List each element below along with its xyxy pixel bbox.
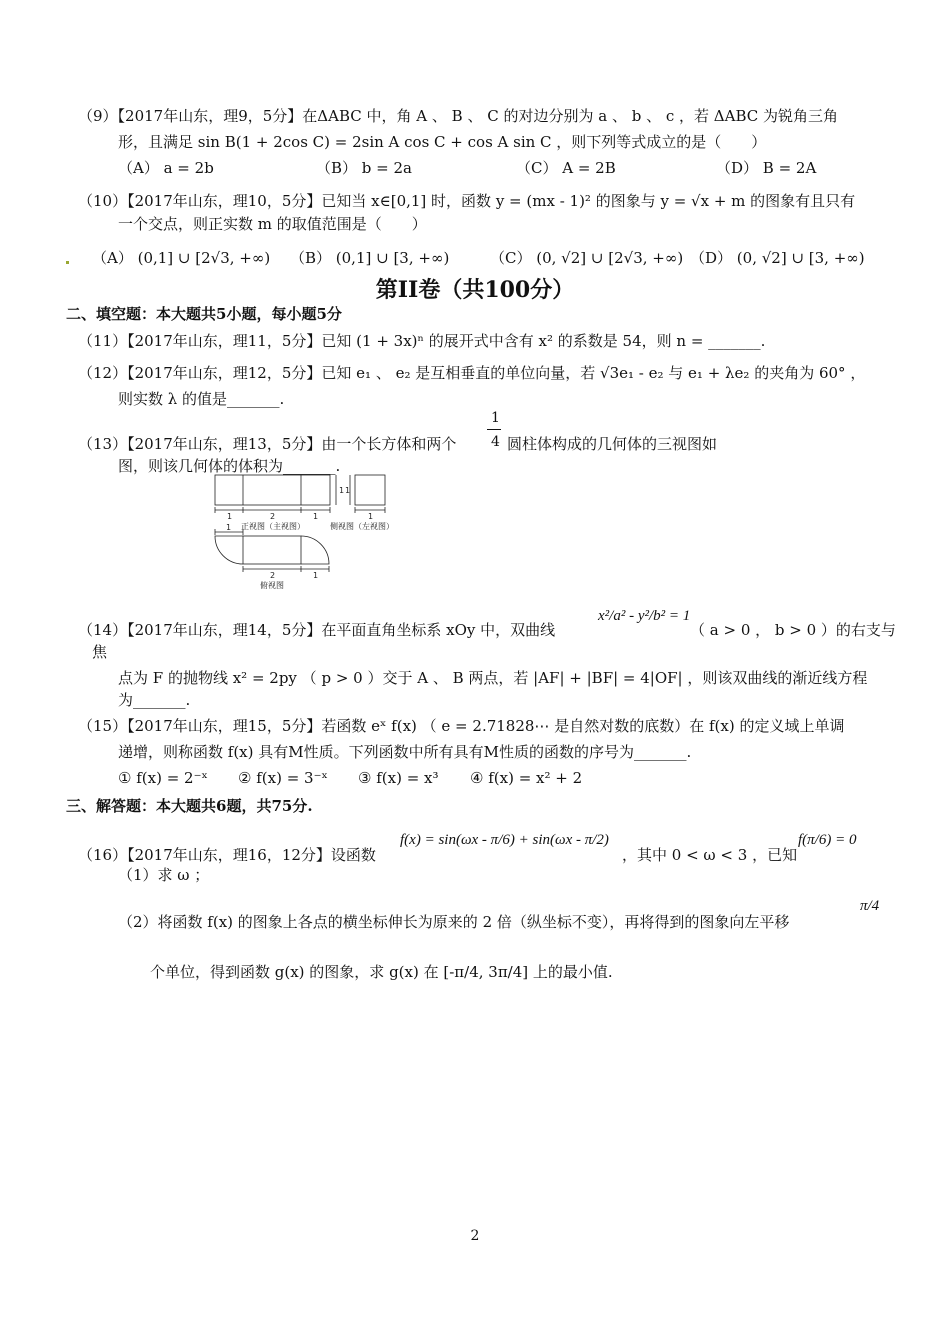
q13-line1: （13）【2017年山东，理13，5分】由一个长方体和两个 bbox=[78, 435, 457, 453]
q16-line1: （16）【2017年山东，理16，12分】设函数 bbox=[78, 846, 376, 864]
q9-option-b: （B） b = 2a bbox=[316, 159, 412, 177]
q9-option-c: （C） A = 2B bbox=[516, 159, 616, 177]
q10-option-a: （A） (0,1] ∪ [2√3, +∞) bbox=[92, 249, 271, 267]
top-view bbox=[215, 529, 329, 572]
q14-line3: 为_______. bbox=[118, 691, 191, 709]
page-number: 2 bbox=[470, 1228, 480, 1244]
front-view-label: 正视图（主视图） bbox=[241, 522, 305, 531]
dim-label: 2 bbox=[270, 512, 276, 521]
q13-fraction-bar bbox=[487, 429, 501, 430]
q9-line2: 形，且满足 sin B(1 + 2cos C) = 2sin A cos C + cos A sin C ，则下列等式成立的是（ ） bbox=[118, 133, 767, 151]
q16-condition: f(π/6) = 0 bbox=[798, 832, 857, 848]
q10-option-c: （C） (0, √2] ∪ [2√3, +∞) bbox=[490, 249, 684, 267]
section3-title: 三、解答题：本大题共6题，共75分. bbox=[66, 797, 313, 815]
q10-option-b: （B） (0,1] ∪ [3, +∞) bbox=[290, 249, 450, 267]
q10-line2: 一个交点，则正实数 m 的取值范围是（ ） bbox=[118, 215, 427, 233]
q13-line2: 图，则该几何体的体积为_______. bbox=[118, 457, 341, 475]
q14-line1b: 焦 bbox=[92, 643, 108, 661]
q15-option-2: ② f(x) = 3⁻ˣ bbox=[238, 769, 328, 787]
q15-option-4: ④ f(x) = x² + 2 bbox=[470, 769, 583, 787]
q10-option-d: （D） (0, √2] ∪ [3, +∞) bbox=[690, 249, 865, 267]
dim-label: 1 bbox=[226, 523, 232, 532]
q14-line2: 点为 F 的抛物线 x² = 2py （ p > 0 ）交于 A 、 B 两点，若 |AF| + |BF| = 4|OF| ，则该双曲线的渐近线方程 bbox=[118, 669, 868, 687]
q12-line1: （12）【2017年山东，理12，5分】已知 e₁ 、 e₂ 是互相垂直的单位向量，若 √3e₁ - e₂ 与 e₁ + λe₂ 的夹角为 60° ， bbox=[78, 364, 866, 382]
q9-option-a: （A） a = 2b bbox=[118, 159, 214, 177]
part2-title: 第II卷（共100分） bbox=[375, 277, 575, 303]
q16-part2-line1: （2）将函数 f(x) 的图象上各点的横坐标伸长为原来的 2 倍（纵坐标不变），再将得到的图象向左平移 bbox=[118, 913, 790, 931]
q15-option-1: ① f(x) = 2⁻ˣ bbox=[118, 769, 208, 787]
front-view bbox=[215, 475, 336, 513]
q9-line1: （9）【2017年山东，理9，5分】在ΔABC 中，角 A 、 B 、 C 的对边分别为 a 、 b 、 c ，若 ΔABC 为锐角三角 bbox=[78, 107, 838, 125]
q16-part2-line2: 个单位，得到函数 g(x) 的图象，求 g(x) 在 [-π/4, 3π/4] 上的最小值. bbox=[150, 963, 613, 981]
q15-option-3: ③ f(x) = x³ bbox=[358, 769, 439, 787]
q16-part1: （1）求 ω ； bbox=[118, 866, 210, 884]
dim-label: 1 bbox=[368, 512, 374, 521]
dim-label: 1 bbox=[227, 512, 233, 521]
q13-fraction-den: 4 bbox=[491, 434, 500, 450]
section2-title: 二、填空题：本大题共5小题，每小题5分 bbox=[66, 305, 342, 323]
dim-label: 1 bbox=[339, 486, 345, 495]
dim-label: 1 bbox=[345, 486, 351, 495]
q9-option-d: （D） B = 2A bbox=[716, 159, 817, 177]
q16-function: f(x) = sin(ωx - π/6) + sin(ωx - π/2) bbox=[400, 832, 609, 848]
q10-line1: （10）【2017年山东，理10，5分】已知当 x∈[0,1] 时，函数 y = (mx - 1)² 的图象与 y = √x + m 的图象有且只有 bbox=[78, 192, 856, 210]
dim-label: 2 bbox=[270, 571, 276, 580]
side-view-label: 侧视图（左视图） bbox=[330, 522, 394, 531]
side-view bbox=[350, 475, 385, 513]
q15-line2: 递增，则称函数 f(x) 具有M性质。下列函数中所有具有M性质的函数的序号为_______. bbox=[118, 743, 692, 761]
top-view-label: 俯视图 bbox=[260, 581, 284, 590]
q11-line: （11）【2017年山东，理11，5分】已知 (1 + 3x)ⁿ 的展开式中含有 x² 的系数是 54，则 n = _______. bbox=[78, 332, 766, 350]
q12-line2: 则实数 λ 的值是_______. bbox=[118, 390, 285, 408]
q14-line1-end: （ a > 0 ， b > 0 ）的右支与 bbox=[690, 621, 896, 639]
q14-line1: （14）【2017年山东，理14，5分】在平面直角坐标系 xOy 中，双曲线 bbox=[78, 621, 556, 639]
q14-hyperbola: x²/a² - y²/b² = 1 bbox=[598, 608, 691, 624]
three-view-figure bbox=[205, 472, 405, 592]
dim-label: 1 bbox=[313, 512, 319, 521]
q15-line1: （15）【2017年山东，理15，5分】若函数 eˣ f(x) （ e = 2.71828⋯ 是自然对数的底数）在 f(x) 的定义域上单调 bbox=[78, 717, 845, 735]
q13-fraction-num: 1 bbox=[491, 410, 500, 426]
q16-line1-mid: ，其中 0 < ω < 3 ，已知 bbox=[622, 846, 798, 864]
q13-line1-end: 圆柱体构成的几何体的三视图如 bbox=[507, 435, 718, 453]
stray-dot bbox=[66, 261, 69, 264]
q16-part2-fraction: π/4 bbox=[860, 898, 880, 914]
dim-label: 1 bbox=[313, 571, 319, 580]
